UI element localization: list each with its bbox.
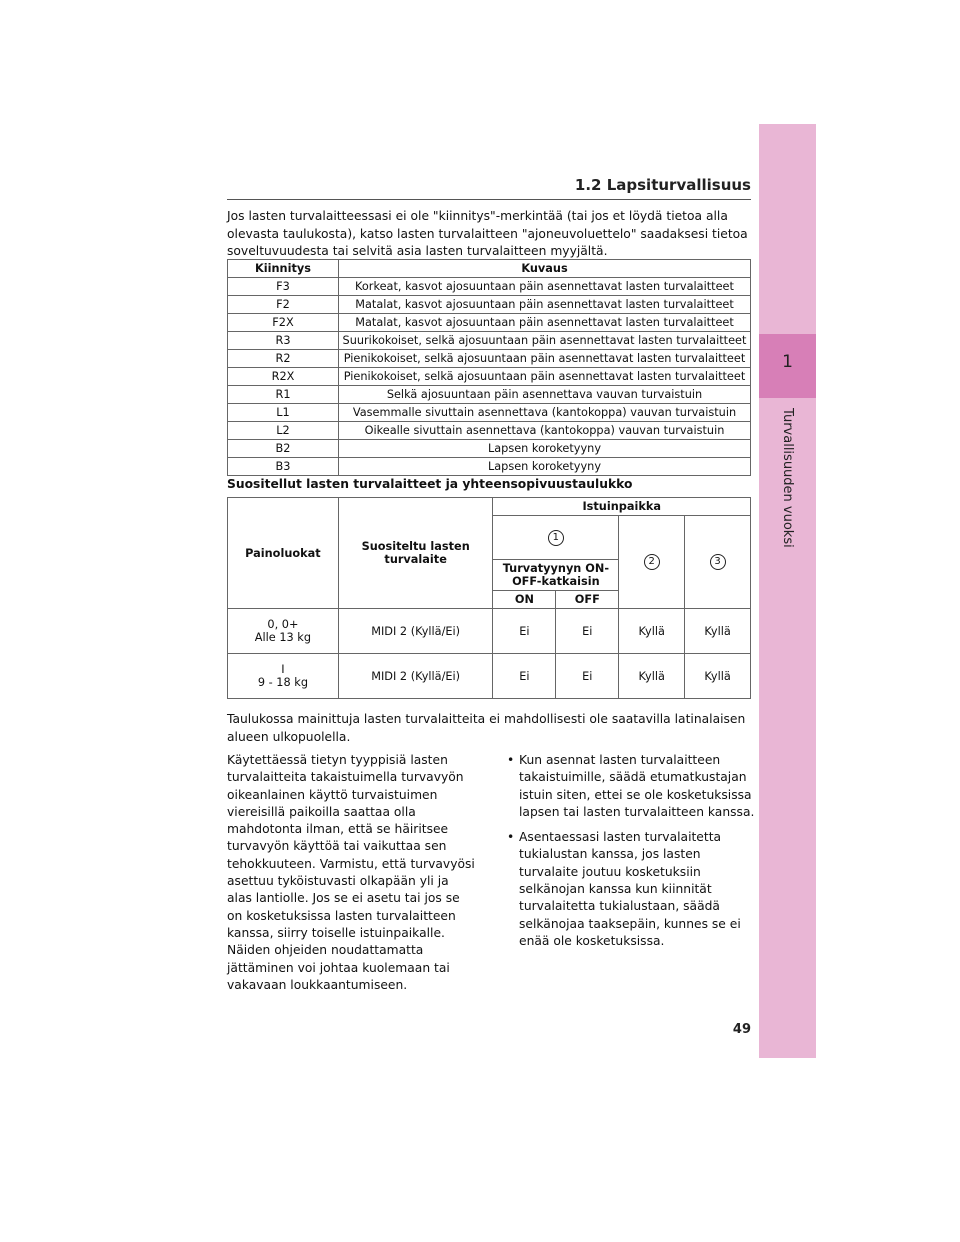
warning-paragraph: Käytettäessä tietyn tyyppisiä lasten turvalaitteita takaistuimella turvavyön oikeanlainen käyttö turvaistuimen viereisillä paikoilla saattaa olla mahdotonta ilman, että se häiritsee turvavyön käyttöä tai vaikuttaa sen tehokkuuteen. Varmistu, että turvavyösi asettuu tyköistuvasti olkapään yli ja alas lantiolle. Jos se ei asetu tai jos se on kosketuksissa lasten turvalaitteen kanssa, siirry toiselle istuinpaikalle. Näiden ohjeiden noudattamatta jättäminen voi johtaa kuolemaan tai vakavaan loukkaantumiseen.	[227, 753, 475, 992]
position-1-cell	[493, 516, 619, 560]
weight-class-cell	[228, 609, 339, 654]
fixture-code: R3	[228, 332, 339, 350]
position-1-icon: 1	[548, 530, 564, 546]
fixture-code: F3	[228, 278, 339, 296]
fixture-header-code: Kiinnitys	[228, 260, 339, 278]
table-row	[228, 350, 751, 368]
table-row	[228, 296, 751, 314]
chapter-number: 1	[782, 352, 793, 372]
position-2-icon: 2	[644, 554, 660, 570]
airbag-on-cell: Ei	[493, 609, 556, 654]
airbag-off-cell: Ei	[556, 654, 619, 699]
chapter-title: Turvallisuuden vuoksi	[780, 408, 795, 548]
position-3-icon: 3	[710, 554, 726, 570]
fixture-desc: Oikealle sivuttain asennettava (kantokoppa) vauvan turvaistuin	[339, 422, 751, 440]
weight-group: 0, 0+	[267, 618, 299, 631]
weight-range: Alle 13 kg	[254, 631, 312, 644]
position-2-value: Kyllä	[619, 654, 685, 699]
fixture-desc: Pienikokoiset, selkä ajosuuntaan päin asennettavat lasten turvalaitteet	[339, 368, 751, 386]
table-row	[228, 368, 751, 386]
table-row	[228, 422, 751, 440]
position-3-cell	[685, 516, 751, 609]
weight-class-cell	[228, 654, 339, 699]
fixture-code: R1	[228, 386, 339, 404]
position-2-value: Kyllä	[619, 609, 685, 654]
fixture-code: F2X	[228, 314, 339, 332]
fixture-desc: Matalat, kasvot ajosuuntaan päin asennettavat lasten turvalaitteet	[339, 296, 751, 314]
fixture-desc: Matalat, kasvot ajosuuntaan päin asennettavat lasten turvalaitteet	[339, 314, 751, 332]
position-3-value: Kyllä	[685, 609, 751, 654]
section-header: 1.2 Lapsiturvallisuus	[227, 176, 751, 200]
weight-group: I	[281, 663, 285, 676]
recommended-heading: Suositellut lasten turvalaitteet ja yhteensopivuustaulukko	[227, 477, 633, 491]
table-row	[228, 654, 751, 699]
fixture-code: B3	[228, 458, 339, 476]
fixture-desc: Korkeat, kasvot ajosuuntaan päin asennettavat lasten turvalaitteet	[339, 278, 751, 296]
list-item: • Kun asennat lasten turvalaitteen takaistuimille, säädä etumatkustajan istuin siten, ettei se ole kosketuksissa lapsen tai lasten turvalaitteen kanssa.	[505, 752, 755, 821]
recommended-table	[227, 497, 751, 699]
table-row	[228, 278, 751, 296]
fixture-header-desc: Kuvaus	[339, 260, 751, 278]
table-row	[228, 404, 751, 422]
recommended-seat-header: Suositeltu lasten turvalaite	[338, 498, 493, 609]
fixture-desc: Pienikokoiset, selkä ajosuuntaan päin asennettavat lasten turvalaitteet	[339, 350, 751, 368]
table-row	[228, 314, 751, 332]
weight-range: 9 - 18 kg	[257, 676, 308, 689]
weight-class-header: Painoluokat	[228, 498, 339, 609]
intro-paragraph: Jos lasten turvalaitteessasi ei ole "kiinnitys"-merkintää (tai jos et löydä tietoa alla olevasta taulukosta), katso lasten turvalaitteen "ajoneuvoluettelo" saadaksesi tietoa soveltuvuudesta tai selvitä asia lasten turvalaitteen myyjältä.	[227, 209, 748, 258]
airbag-off-header: OFF	[556, 591, 619, 609]
recommended-seat-cell: MIDI 2 (Kyllä/Ei)	[338, 654, 493, 699]
fixture-code: R2	[228, 350, 339, 368]
fixture-desc: Selkä ajosuuntaan päin asennettava vauvan turvaistuin	[339, 386, 751, 404]
fixture-desc: Lapsen koroketyyny	[339, 458, 751, 476]
fixture-code: L1	[228, 404, 339, 422]
fixture-desc: Suurikokoiset, selkä ajosuuntaan päin asennettavat lasten turvalaitteet	[339, 332, 751, 350]
page-number: 49	[732, 1022, 751, 1037]
warning-bullet-list	[505, 752, 755, 958]
table-row	[228, 332, 751, 350]
fixture-code: B2	[228, 440, 339, 458]
list-item: • Asentaessasi lasten turvalaitetta tukialustan kanssa, jos lasten turvalaite joutuu kosketuksiin selkänojan kanssa kun kiinnität turvalaitetta tukialustaan, säädä selkänojaa taaksepäin, kunnes se ei enää ole kosketuksissa.	[505, 829, 755, 950]
airbag-on-header: ON	[493, 591, 556, 609]
seat-position-header: Istuinpaikka	[493, 498, 751, 516]
availability-note: Taulukossa mainittuja lasten turvalaitteita ei mahdollisesti ole saatavilla latinalaisen alueen ulkopuolella.	[227, 712, 746, 744]
fixture-code: L2	[228, 422, 339, 440]
table-row	[228, 386, 751, 404]
airbag-switch-header: Turvatyynyn ON-OFF-katkaisin	[493, 560, 619, 591]
fixture-desc: Vasemmalle sivuttain asennettava (kantokoppa) vauvan turvaistuin	[339, 404, 751, 422]
airbag-off-cell: Ei	[556, 609, 619, 654]
table-row	[228, 458, 751, 476]
position-3-value: Kyllä	[685, 654, 751, 699]
position-2-cell	[619, 516, 685, 609]
fixture-code: R2X	[228, 368, 339, 386]
fixture-desc: Lapsen koroketyyny	[339, 440, 751, 458]
chapter-side-tab	[759, 124, 816, 1058]
fixture-code: F2	[228, 296, 339, 314]
table-row	[228, 440, 751, 458]
fixture-table	[227, 259, 751, 476]
recommended-seat-cell: MIDI 2 (Kyllä/Ei)	[338, 609, 493, 654]
airbag-on-cell: Ei	[493, 654, 556, 699]
table-row	[228, 609, 751, 654]
